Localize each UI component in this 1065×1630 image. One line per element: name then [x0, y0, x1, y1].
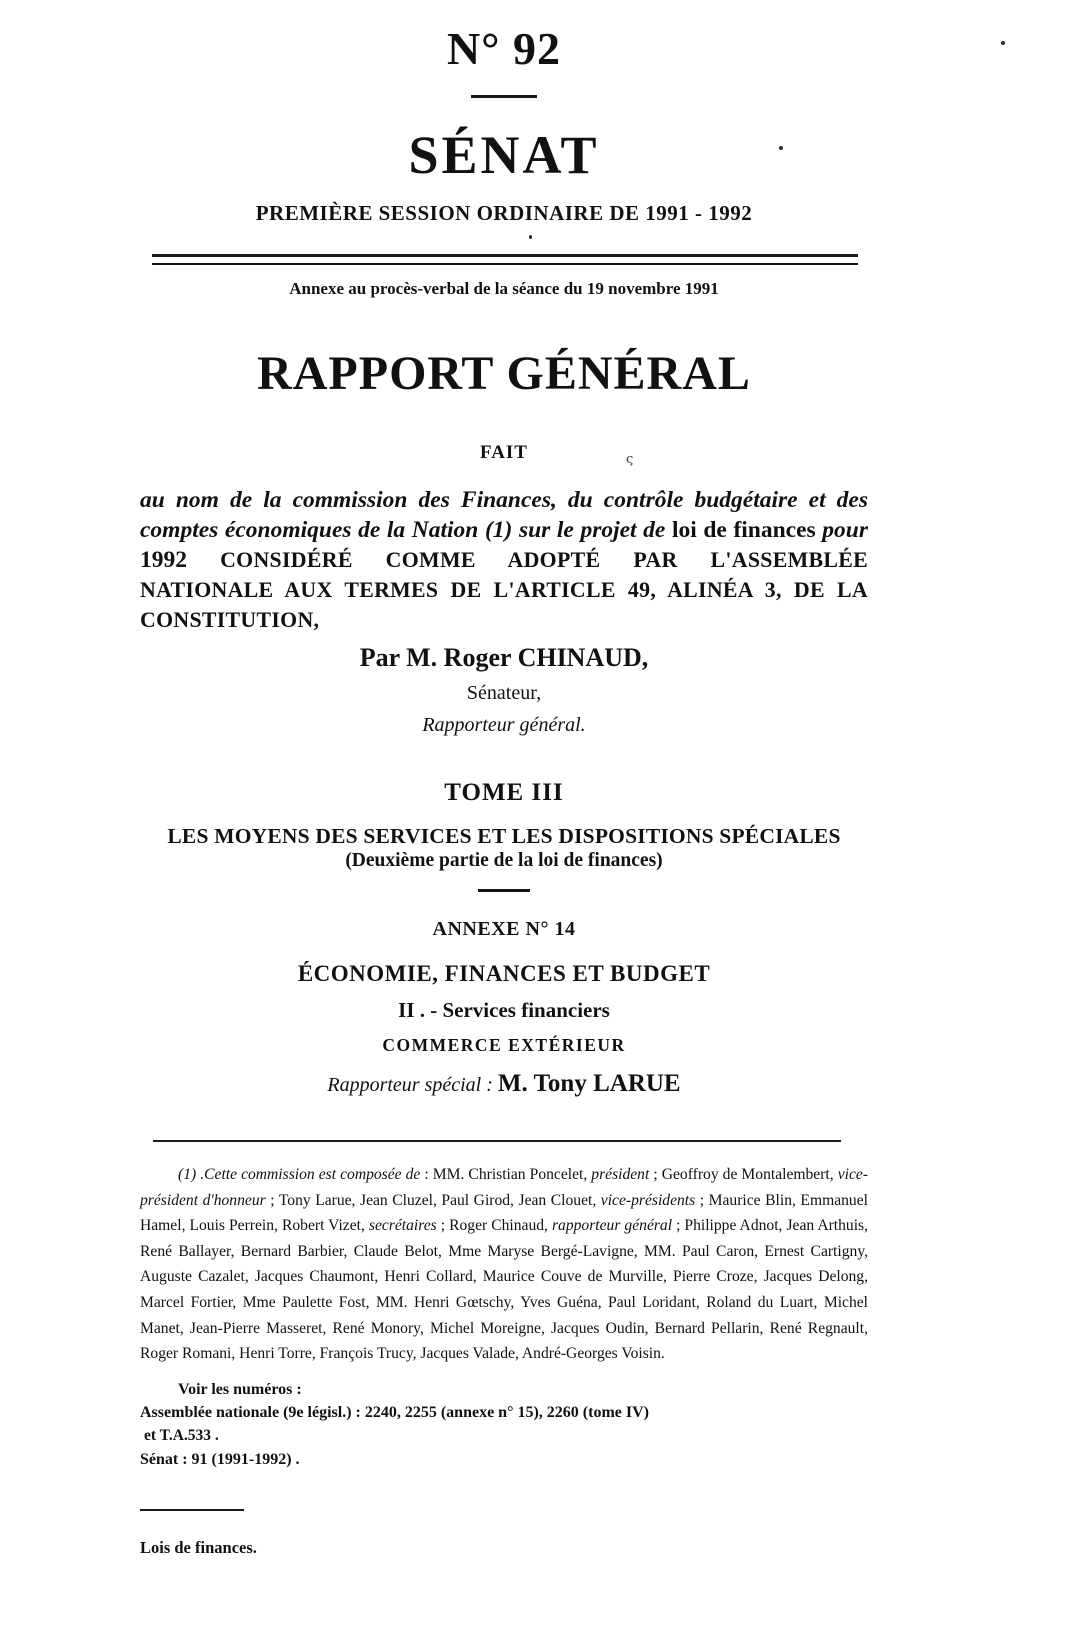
- voir-les-numeros-label: Voir les numéros :: [178, 1381, 302, 1398]
- scan-artifact-mark: ς: [626, 452, 634, 467]
- footnote-commission-members: (1) .Cette commission est composée de : MM. Christian Poncelet, président ; Geoffroy de Montalembert, vice-président d'honneur ; Tony Larue, Jean Cluzel, Paul Girod, Jean Clouet, vice-présidents ; Maurice Blin, Emmanuel Hamel, Louis Perrein, Robert Vizet, secrétaires ; Roger Chinaud, rapporteur général ; Philippe Adnot, Jean Arthuis, René Ballayer, Bernard Barbier, Claude Belot, Mme Maryse Bergé-Lavigne, MM. Paul Caron, Ernest Cartigny, Auguste Cazalet, Jacques Chaumont, Henri Collard, Maurice Couve de Murville, Pierre Croze, Jacques Delong, Marcel Fortier, Mme Paulette Fost, MM. Henri Gœtschy, Yves Guéna, Paul Loridant, Roland du Luart, Michel Manet, Jean-Pierre Masseret, René Monory, Michel Moreigne, Jacques Oudin, Bernard Pellarin, René Regnault, Roger Romani, Henri Torre, François Trucy, Jacques Valade, André-Georges Voisin.: [140, 1166, 868, 1363]
- author-role-rapporteur: Rapporteur général.: [422, 714, 586, 736]
- reference-senat: Sénat : 91 (1991-1992) .: [140, 1451, 300, 1468]
- double-rule-divider: [152, 254, 858, 265]
- reference-ta: et T.A.533 .: [144, 1427, 219, 1444]
- session-line: PREMIÈRE SESSION ORDINAIRE DE 1991 - 1992: [255, 201, 753, 225]
- institution-title: SÉNAT: [408, 125, 600, 185]
- footnote-divider: [153, 1140, 841, 1142]
- annexe-section: COMMERCE EXTÉRIEUR: [382, 1035, 626, 1055]
- scan-artifact-dot: [529, 235, 532, 239]
- fait-label: FAIT: [480, 442, 528, 463]
- short-divider: [478, 889, 530, 892]
- rapporteur-line: [140, 1070, 868, 1098]
- annexe-note: Annexe au procès-verbal de la séance du 19 novembre 1991: [289, 279, 719, 298]
- footer-category-label: Lois de finances.: [140, 1538, 257, 1557]
- annexe-number: ANNEXE N° 14: [432, 918, 576, 940]
- scan-artifact-dot: [1001, 41, 1005, 45]
- author-role-senateur: Sénateur,: [466, 682, 542, 704]
- rapporteur-name: M. Tony LARUE: [497, 1070, 681, 1097]
- report-title: RAPPORT GÉNÉRAL: [257, 347, 751, 400]
- rapporteur-label: Rapporteur spécial :: [327, 1074, 498, 1096]
- commission-paragraph: au nom de la commission des Finances, du contrôle budgétaire et des comptes économiques de la Nation (1) sur le projet de loi de finances pour 1992 CONSIDÉRÉ COMME ADOPTÉ PAR L'ASSEMBLÉE NATIONALE AUX TERMES DE L'ARTICLE 49, ALINÉA 3, DE LA CONSTITUTION,: [140, 487, 869, 632]
- tome-title-line1: LES MOYENS DES SERVICES ET LES DISPOSITIONS SPÉCIALES: [167, 824, 841, 848]
- tome-heading: TOME III: [444, 779, 564, 806]
- document-number: N° 92: [446, 23, 562, 74]
- footer-divider: [140, 1509, 244, 1511]
- annexe-subtitle: II . - Services financiers: [398, 998, 610, 1022]
- reference-assemblee-nationale: Assemblée nationale (9e législ.) : 2240, 2255 (annexe n° 15), 2260 (tome IV): [140, 1404, 649, 1421]
- annexe-title: ÉCONOMIE, FINANCES ET BUDGET: [297, 961, 711, 986]
- tome-title-line2: (Deuxième partie de la loi de finances): [345, 850, 663, 871]
- author-line: Par M. Roger CHINAUD,: [359, 643, 649, 672]
- divider-under-number: [471, 95, 537, 98]
- scan-artifact-dot: [779, 146, 783, 150]
